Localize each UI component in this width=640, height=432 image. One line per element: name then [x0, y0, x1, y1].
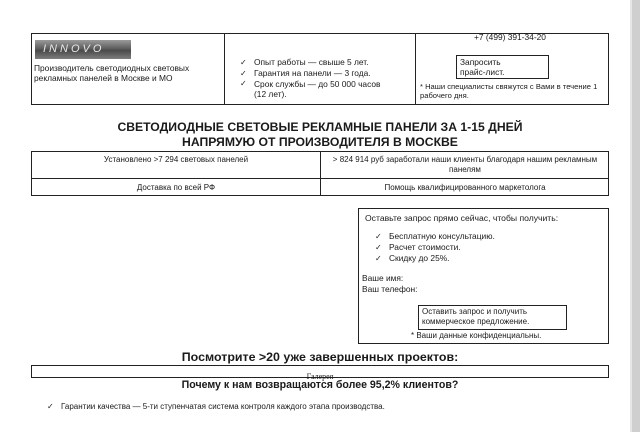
stats-earned: > 824 914 руб заработали наши клиенты благодаря нашим рекламным панелям [332, 155, 598, 174]
why-list [47, 402, 607, 412]
company-logo[interactable]: INNOVO [35, 40, 131, 59]
form-benefit-item: ✓ Скидку до 25%. [375, 253, 450, 263]
hero-title-line2: НАПРЯМУЮ ОТ ПРОИЗВОДИТЕЛЯ В МОСКВЕ [182, 135, 458, 149]
form-benefits [375, 231, 495, 264]
check-icon: ✓ [47, 402, 54, 411]
price-request-button[interactable]: Запросить прайс-лист. [456, 55, 549, 79]
benefit-item: ✓ Гарантия на панели — 3 года. [240, 68, 371, 78]
stats-installed: Установлено >7 294 световых панелей [103, 155, 249, 164]
benefits-list [240, 57, 410, 99]
gallery-bar[interactable] [31, 365, 609, 381]
privacy-note: * Ваши данные конфиденциальны. [411, 331, 542, 340]
check-icon: ✓ [240, 58, 247, 67]
request-form [358, 208, 609, 344]
stats-divider-horizontal [31, 178, 609, 179]
benefit-item: ✓ Срок службы — до 50 000 часов (12 лет). [240, 79, 381, 99]
check-icon: ✓ [375, 243, 382, 252]
why-item: ✓ Гарантии качества — 5-ти ступенчатая система контроля каждого этапа производства. [47, 402, 385, 411]
projects-title: Посмотрите >20 уже завершенных проектов: [181, 350, 459, 364]
why-title: Почему к нам возвращаются более 95,2% клиентов? [181, 379, 459, 391]
check-icon: ✓ [240, 69, 247, 78]
contact-note: * Наши специалисты свяжутся с Вами в течение 1 рабочего дня. [420, 82, 598, 100]
check-icon: ✓ [240, 79, 247, 88]
stats-delivery: Доставка по всей РФ [136, 183, 216, 192]
benefit-item: ✓ Опыт работы — свыше 5 лет. [240, 57, 369, 67]
phone-label: Ваш телефон: [362, 284, 418, 294]
hero-title-line1: СВЕТОДИОДНЫЕ СВЕТОВЫЕ РЕКЛАМНЫЕ ПАНЕЛИ ЗА 1-15 ДНЕЙ [117, 120, 523, 134]
stats-marketing: Помощь квалифицированного маркетолога [384, 183, 546, 192]
window-edge [632, 0, 640, 432]
phone-number[interactable]: +7 (499) 391-34-20 [474, 32, 546, 42]
submit-request-button[interactable]: Оставить запрос и получить коммерческое предложение. [418, 305, 567, 330]
form-benefit-item: ✓ Бесплатную консультацию. [375, 231, 495, 241]
check-icon: ✓ [375, 232, 382, 241]
name-label: Ваше имя: [362, 273, 404, 283]
company-description: Производитель светодиодных световых рекламных панелей в Москве и МО [34, 63, 190, 83]
form-title: Оставьте запрос прямо сейчас, чтобы получить: [365, 213, 559, 223]
form-benefit-item: ✓ Расчет стоимости. [375, 242, 461, 252]
header-divider-2 [415, 33, 416, 105]
check-icon: ✓ [375, 254, 382, 263]
header-divider-1 [224, 33, 225, 105]
gallery-label: Галерея [306, 372, 334, 381]
